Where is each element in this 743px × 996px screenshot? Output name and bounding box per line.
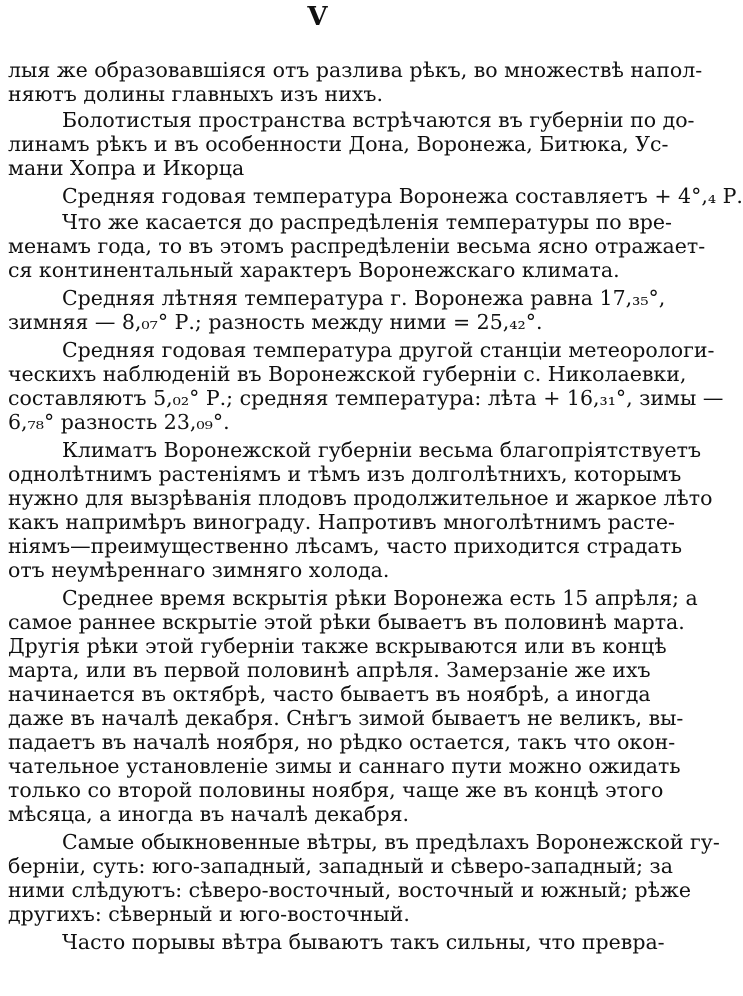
text-line: падаетъ въ началѣ ноября, но рѣдко остается, такъ что окон- [8, 730, 676, 754]
text-line: мѣсяца, а иногда въ началѣ декабря. [8, 802, 410, 826]
text-line: бернiи, суть: юго-западный, западный и сѣверо-западный; за [8, 854, 673, 878]
text-line: Средняя годовая температура Воронежа составляетъ + 4°,₄ Р. [62, 184, 743, 208]
page-number: V [307, 2, 329, 32]
text-line: самое раннее вскрытiе этой рѣки бываетъ въ половинѣ марта. [8, 610, 685, 634]
text-line: Другiя рѣки этой губернiи также вскрываются или въ концѣ [8, 634, 667, 658]
text-line: другихъ: сѣверный и юго-восточный. [8, 902, 410, 926]
text-line: отъ неумѣреннаго зимняго холода. [8, 558, 390, 582]
text-line: начинается въ октябрѣ, часто бываетъ въ ноябрѣ, а иногда [8, 682, 651, 706]
text-line: нiямъ—преимущественно лѣсамъ, часто приходится страдать [8, 534, 683, 558]
text-line: няютъ долины главныхъ изъ нихъ. [8, 82, 383, 106]
text-line: даже въ началѣ декабря. Снѣгъ зимой бываетъ не великъ, вы- [8, 706, 684, 730]
text-line: 6,₇₈° разность 23,₀₉°. [8, 410, 230, 434]
text-line: только со второй половины ноября, чаще же въ концѣ этого [8, 778, 664, 802]
text-line: однолѣтнимъ растенiямъ и тѣмъ изъ долголѣтнихъ, которымъ [8, 462, 682, 486]
text-line: Что же касается до распредѣленiя температуры по вре- [62, 210, 672, 234]
text-line: Климатъ Воронежской губернiи весьма благопрiятствуетъ [62, 438, 701, 462]
text-line: ся континентальный характеръ Воронежскаго климата. [8, 258, 620, 282]
text-line: лыя же образовавшiяся отъ разлива рѣкъ, во множествѣ напол- [8, 58, 703, 82]
text-line: нужно для вызрѣванiя плодовъ продолжительное и жаркое лѣто [8, 486, 713, 510]
text-line: составляютъ 5,₀₂° Р.; средняя температура: лѣта + 16,₃₁°, зимы — [8, 386, 724, 410]
text-line: линамъ рѣкъ и въ особенности Дона, Воронежа, Битюка, Ус- [8, 132, 669, 156]
text-line: Болотистыя пространства встрѣчаются въ губернiи по до- [62, 108, 695, 132]
text-line: ними слѣдуютъ: сѣверо-восточный, восточный и южный; рѣже [8, 878, 692, 902]
text-line: зимняя — 8,₀₇° Р.; разность между ними = 25,₄₂°. [8, 310, 543, 334]
text-line: Средняя лѣтняя температура г. Воронежа равна 17,₃₅°, [62, 286, 666, 310]
text-line: чательное установленiе зимы и саннаго пути можно ожидать [8, 754, 681, 778]
text-line: Самые обыкновенные вѣтры, въ предѣлахъ Воронежской гу- [62, 830, 720, 854]
text-line: мани Хопра и Икорца [8, 156, 245, 180]
text-line: Средняя годовая температура другой станцiи метеорологи- [62, 338, 715, 362]
text-line: Часто порывы вѣтра бываютъ такъ сильны, что превра- [62, 930, 665, 954]
text-line: менамъ года, то въ этомъ распредѣленiи весьма ясно отражает- [8, 234, 706, 258]
text-line: какъ напримѣръ винограду. Напротивъ многолѣтнимъ расте- [8, 510, 675, 534]
text-line: ческихъ наблюденiй въ Воронежской губернiи с. Николаевки, [8, 362, 687, 386]
text-line: Среднее время вскрытiя рѣки Воронежа есть 15 апрѣля; а [62, 586, 698, 610]
text-line: марта, или въ первой половинѣ апрѣля. Замерзанiе же ихъ [8, 658, 651, 682]
